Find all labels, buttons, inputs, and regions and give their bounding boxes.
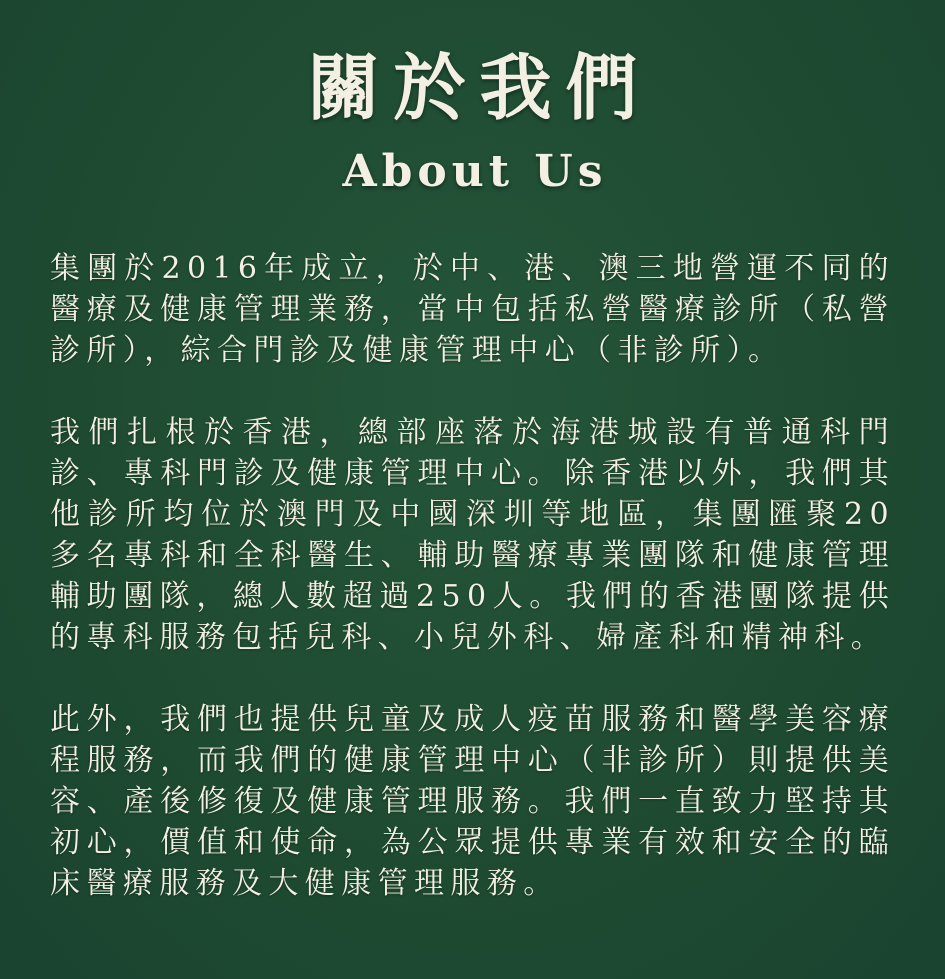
page-title-english: About Us <box>342 146 608 197</box>
paragraph-company-overview: 集團於2016年成立，於中、港、澳三地營運不同的醫療及健康管理業務，當中包括私營醫療診所（私營診所），綜合門診及健康管理中心（非診所）。 <box>50 251 895 368</box>
about-us-body <box>50 248 895 904</box>
page-title-chinese: 關於我們 <box>307 45 652 130</box>
paragraph-services-and-mission: 此外，我們也提供兒童及成人疫苗服務和醫學美容療程服務，而我們的健康管理中心（非診所）則提供美容、產後修復及健康管理服務。我們一直致力堅持其初心，價值和使命，為公眾提供專業有效和安全的臨床醫療服務及大健康管理服務。 <box>50 702 895 901</box>
paragraph-locations-and-team: 我們扎根於香港，總部座落於海港城設有普通科門診、專科門診及健康管理中心。除香港以外，我們其他診所均位於澳門及中國深圳等地區，集團匯聚20多名專科和全科醫生、輔助醫療專業團隊和健康管理輔助團隊，總人數超過250人。我們的香港團隊提供的專科服務包括兒科、小兒外科、婦產科和精神科。 <box>50 415 895 655</box>
